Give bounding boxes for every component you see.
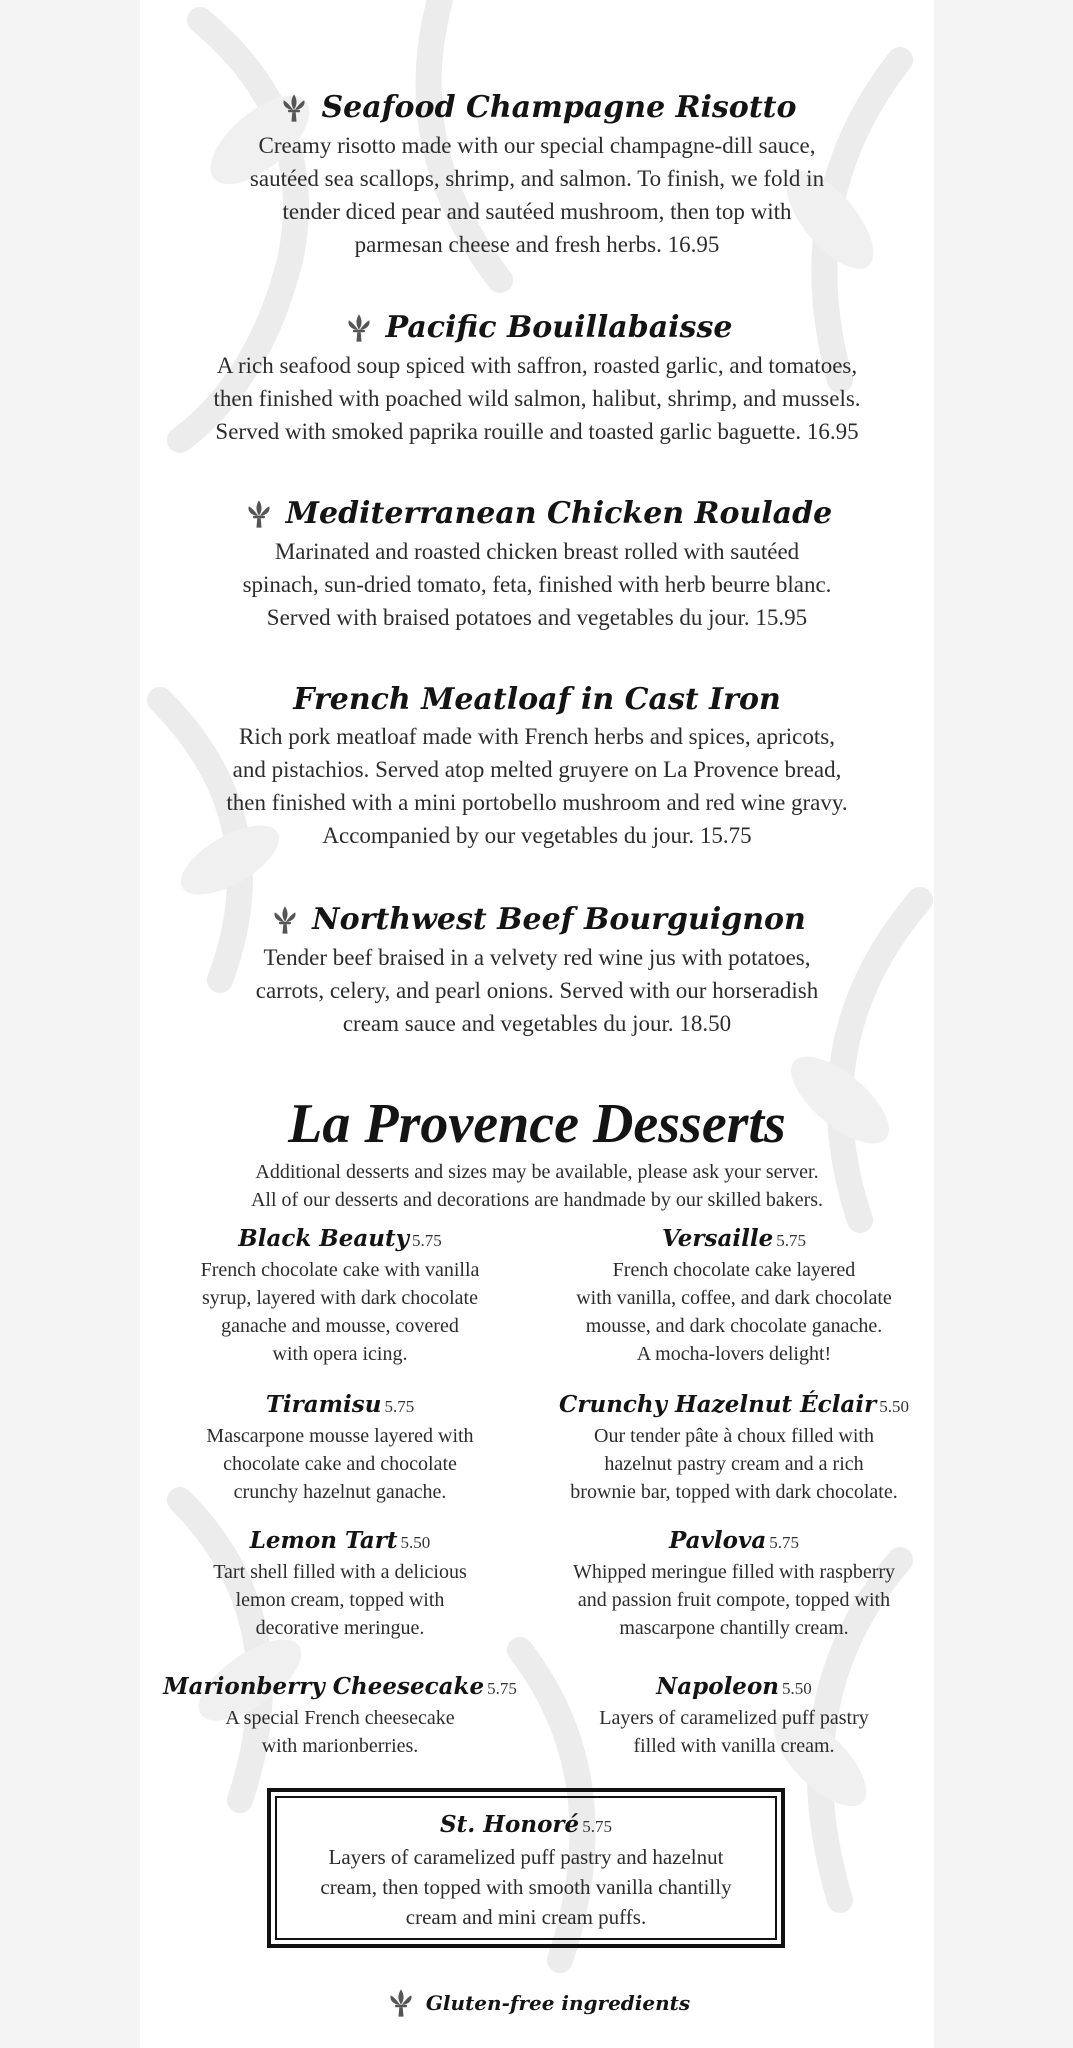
dessert-name: Pavlova <box>668 1527 767 1554</box>
menu-item <box>140 494 934 634</box>
dessert-item <box>150 1672 530 1760</box>
dessert-description: Tart shell filled with a delicious lemon cream, topped with decorative meringue. <box>213 1561 467 1639</box>
fleur-de-lis-icon <box>384 1986 418 2020</box>
dessert-item <box>150 1224 530 1368</box>
dessert-title <box>544 1390 924 1422</box>
menu-item-name: Pacific Bouillabaisse <box>385 310 733 345</box>
dessert-title <box>150 1224 530 1256</box>
dessert-description: Our tender pâte à choux filled with hazelnut pastry cream and a rich brownie bar, topped with dark chocolate. <box>570 1425 898 1503</box>
dessert-price: 5.50 <box>400 1533 431 1552</box>
dessert-description: A special French cheesecake with marionberries. <box>225 1707 455 1757</box>
dessert-name: Crunchy Hazelnut Éclair <box>559 1391 877 1418</box>
dessert-item <box>150 1390 530 1506</box>
menu-item-description: A rich seafood soup spiced with saffron, roasted garlic, and tomatoes, then finished with poached wild salmon, halibut, shrimp, and mussels. Served with smoked paprika rouille and toasted garlic baguette. 16.95 <box>213 353 861 444</box>
fleur-de-lis-icon <box>342 311 376 345</box>
featured-dessert-box <box>267 1788 785 1948</box>
dessert-description: French chocolate cake layered with vanilla, coffee, and dark chocolate mousse, and dark chocolate ganache. A mocha-lovers delight! <box>576 1259 892 1365</box>
menu-item-name: Mediterranean Chicken Roulade <box>285 496 833 531</box>
menu-item-title <box>277 88 796 128</box>
menu-item <box>140 308 934 448</box>
fleur-de-lis-icon <box>242 497 276 531</box>
dessert-description: French chocolate cake with vanilla syrup, layered with dark chocolate ganache and mousse, covered with opera icing. <box>200 1259 480 1365</box>
gluten-free-legend <box>140 1986 934 2024</box>
desserts-note: Additional desserts and sizes may be available, please ask your server. All of our desserts and decorations are handmade by our skilled bakers. <box>250 1161 824 1211</box>
dessert-price: 5.75 <box>769 1533 800 1552</box>
dessert-name: Napoleon <box>656 1673 780 1700</box>
desserts-header <box>140 1092 934 1214</box>
featured-dessert-price: 5.75 <box>582 1817 612 1836</box>
menu-item-description: Rich pork meatloaf made with French herbs and spices, apricots, and pistachios. Served atop melted gruyere on La Provence bread, then finished with a mini portobello mushroom and red wine gravy. Accompanied by our vegetables du jour. 15.75 <box>226 724 848 848</box>
dessert-item <box>544 1390 924 1506</box>
dessert-title <box>150 1390 530 1422</box>
desserts-title: La Provence Desserts <box>288 1093 786 1155</box>
menu-item-name: French Meatloaf in Cast Iron <box>293 682 781 717</box>
dessert-price: 5.75 <box>487 1679 517 1698</box>
dessert-name: Tiramisu <box>265 1391 382 1418</box>
menu-item <box>140 900 934 1040</box>
dessert-title <box>544 1672 924 1704</box>
dessert-item <box>544 1672 924 1760</box>
dessert-description: Mascarpone mousse layered with chocolate cake and chocolate crunchy hazelnut ganache. <box>206 1425 474 1503</box>
gluten-free-legend-label: Gluten-free ingredients <box>425 1991 691 2015</box>
dessert-title <box>150 1526 530 1558</box>
dessert-price: 5.50 <box>782 1679 812 1698</box>
menu-item-title <box>293 680 781 720</box>
menu-item-name: Northwest Beef Bourguignon <box>312 902 806 937</box>
menu-item-description: Tender beef braised in a velvety red wine jus with potatoes, carrots, celery, and pearl onions. Served with our horseradish cream sauce and vegetables du jour. 18.50 <box>255 945 819 1036</box>
fleur-de-lis-icon <box>268 903 302 937</box>
dessert-description: Whipped meringue filled with raspberry and passion fruit compote, topped with mascarpone chantilly cream. <box>572 1561 896 1639</box>
dessert-price: 5.75 <box>384 1397 415 1416</box>
menu-item-description: Creamy risotto made with our special champagne-dill sauce, sautéed sea scallops, shrimp, and salmon. To finish, we fold in tender diced pear and sautéed mushroom, then top with parmesan cheese and fresh herbs. 16.95 <box>249 133 825 257</box>
menu-item <box>140 88 934 261</box>
menu-item-title <box>242 494 832 534</box>
dessert-title <box>544 1526 924 1558</box>
menu-item-title <box>342 308 733 348</box>
dessert-price: 5.75 <box>776 1231 806 1250</box>
featured-dessert-name: St. Honoré <box>440 1811 580 1838</box>
dessert-title <box>544 1224 924 1256</box>
menu-item <box>140 680 934 852</box>
dessert-description: Layers of caramelized puff pastry filled with vanilla cream. <box>599 1707 869 1757</box>
dessert-title <box>150 1672 530 1704</box>
dessert-name: Lemon Tart <box>249 1527 398 1554</box>
dessert-item <box>150 1526 530 1642</box>
menu-item-title <box>268 900 806 940</box>
dessert-price: 5.75 <box>411 1231 442 1250</box>
dessert-name: Versaille <box>662 1225 774 1252</box>
menu-page <box>140 0 934 2048</box>
dessert-name: Black Beauty <box>238 1225 409 1252</box>
featured-dessert-title <box>277 1810 775 1842</box>
dessert-item <box>544 1224 924 1368</box>
fleur-de-lis-icon <box>277 91 311 125</box>
dessert-price: 5.50 <box>879 1397 909 1416</box>
featured-dessert-description: Layers of caramelized puff pastry and hazelnut cream, then topped with smooth vanilla chantilly cream and mini cream puffs. <box>320 1845 732 1929</box>
dessert-name: Marionberry Cheesecake <box>163 1673 485 1700</box>
menu-item-description: Marinated and roasted chicken breast rolled with sautéed spinach, sun-dried tomato, feta, finished with herb beurre blanc. Served with braised potatoes and vegetables du jour. 15.95 <box>242 539 832 630</box>
menu-item-name: Seafood Champagne Risotto <box>321 90 797 125</box>
dessert-item <box>544 1526 924 1642</box>
